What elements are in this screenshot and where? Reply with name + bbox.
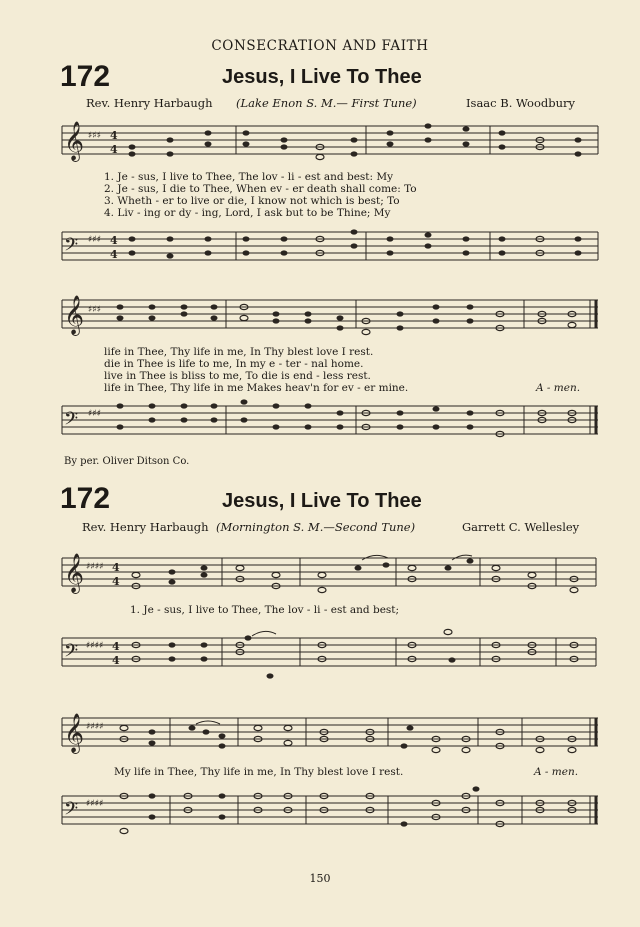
hymn-title: Jesus, I Live To Thee	[222, 490, 422, 512]
author-credit: Rev. Henry Harbaugh	[82, 520, 209, 534]
amen-label: A - men.	[536, 382, 581, 394]
hymn-title: Jesus, I Live To Thee	[222, 66, 422, 88]
composer-credit: Isaac B. Woodbury	[466, 96, 576, 110]
svg-text:𝄞: 𝄞	[64, 553, 85, 593]
svg-text:4: 4	[110, 129, 118, 142]
composer-credit: Garrett C. Wellesley	[462, 520, 580, 534]
amen-label: A - men.	[534, 766, 579, 778]
section-title: CONSECRATION AND FAITH	[211, 38, 429, 54]
tune-info: (Mornington S. M.—Second Tune)	[216, 520, 416, 534]
page-number: 150	[309, 872, 331, 885]
svg-text:4: 4	[112, 654, 120, 667]
svg-text:4: 4	[112, 561, 120, 574]
svg-text:4: 4	[110, 234, 118, 247]
verse-3-line-2: live in Thee is bliss to me, To die is end - less rest.	[104, 370, 371, 382]
hymn-number: 172	[60, 482, 111, 515]
svg-text:𝄞: 𝄞	[64, 713, 85, 753]
verse-line-2: My life in Thee, Thy life in me, In Thy blest love I rest.	[114, 766, 404, 778]
verse-1-line-1: 1. Je - sus, I live to Thee, The lov - li - est and best: My	[104, 171, 394, 183]
hymn-number: 172	[60, 60, 111, 93]
svg-text:𝄢: 𝄢	[64, 235, 79, 260]
permission-note: By per. Oliver Ditson Co.	[64, 456, 190, 467]
treble-staff	[0, 706, 640, 766]
verse-1-line-2: life in Thee, Thy life in me, In Thy blest love I rest.	[104, 346, 374, 358]
svg-text:♯♯♯: ♯♯♯	[88, 409, 102, 419]
bass-staff	[0, 398, 640, 448]
svg-text:♯♯♯: ♯♯♯	[88, 235, 102, 245]
bass-staff	[0, 626, 640, 684]
treble-staff	[0, 290, 640, 345]
svg-text:4: 4	[112, 575, 120, 588]
bass-staff	[0, 224, 640, 274]
tune-info: (Lake Enon S. M.— First Tune)	[236, 96, 417, 110]
svg-text:𝄞: 𝄞	[64, 121, 85, 161]
verse-4-line-1: 4. Liv - ing or dy - ing, Lord, I ask but to be Thine; My	[104, 207, 391, 219]
verse-4-line-2: life in Thee, Thy life in me Makes heav'n for ev - er mine.	[104, 382, 409, 394]
bass-staff	[0, 786, 640, 842]
svg-text:♯♯♯♯: ♯♯♯♯	[86, 799, 104, 809]
verse-2-line-1: 2. Je - sus, I die to Thee, When ev - er death shall come: To	[104, 183, 417, 195]
svg-text:♯♯♯♯: ♯♯♯♯	[86, 722, 104, 732]
svg-text:♯♯♯♯: ♯♯♯♯	[86, 641, 104, 651]
svg-text:♯♯♯: ♯♯♯	[88, 131, 102, 141]
svg-text:♯♯♯: ♯♯♯	[88, 305, 102, 315]
verse-line-1: 1. Je - sus, I live to Thee, The lov - li - est and best;	[130, 604, 400, 616]
svg-text:4: 4	[112, 640, 120, 653]
svg-text:4: 4	[110, 248, 118, 261]
svg-text:𝄢: 𝄢	[64, 409, 79, 434]
verse-3-line-1: 3. Wheth - er to live or die, I know not which is best; To	[104, 195, 400, 207]
author-credit: Rev. Henry Harbaugh	[86, 96, 213, 110]
svg-text:𝄢: 𝄢	[64, 641, 79, 666]
treble-staff	[0, 544, 640, 606]
svg-text:𝄢: 𝄢	[64, 799, 79, 824]
treble-staff	[0, 116, 640, 176]
svg-text:♯♯♯♯: ♯♯♯♯	[86, 562, 104, 572]
verse-2-line-2: die in Thee is life to me, In my e - ter - nal home.	[104, 358, 364, 370]
svg-text:4: 4	[110, 143, 118, 156]
svg-text:𝄞: 𝄞	[64, 295, 85, 335]
